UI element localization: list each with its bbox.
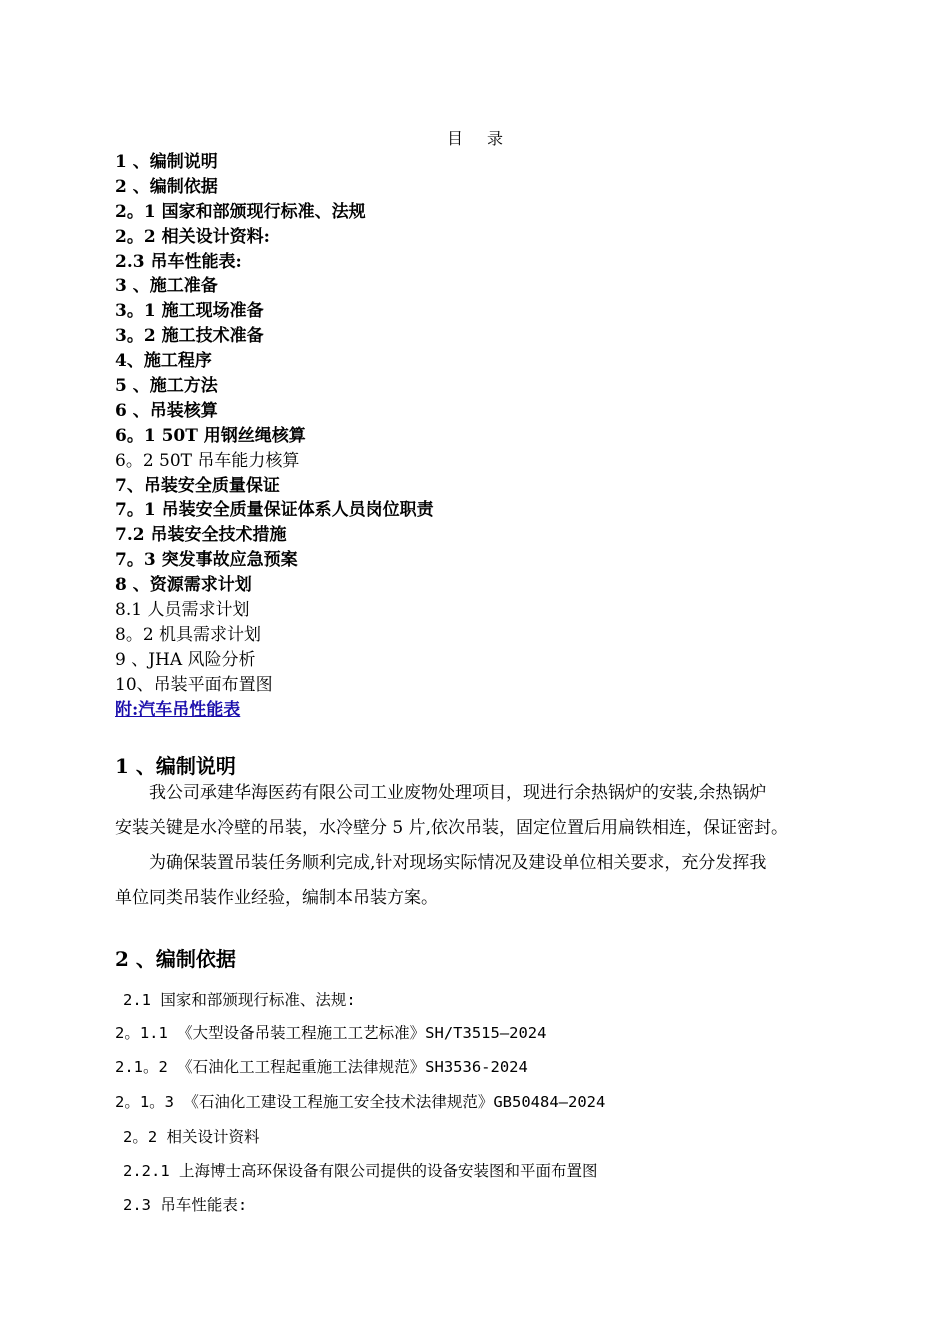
reference-line: 2.2.1 上海博士高环保设备有限公司提供的设备安装图和平面布置图 xyxy=(123,1162,598,1180)
toc-item: 8.1 人员需求计划 xyxy=(115,600,250,621)
reference-line: 2.1 国家和部颁现行标准、法规: xyxy=(123,991,356,1009)
table-of-contents xyxy=(115,150,434,722)
toc-title: 目 录 xyxy=(446,129,504,148)
toc-item: 1 、编制说明 xyxy=(115,152,218,172)
toc-item: 7、吊装安全质量保证 xyxy=(115,475,280,496)
reference-line: 2。1.1 《大型设备吊装工程施工工艺标准》SH/T3515—2024 xyxy=(115,1024,547,1042)
paragraph-line: 为确保装置吊装任务顺利完成,针对现场实际情况及建设单位相关要求，充分发挥我 xyxy=(149,853,767,873)
paragraph-line: 单位同类吊装作业经验，编制本吊装方案。 xyxy=(115,888,438,908)
toc-item: 7。1 吊装安全质量保证体系人员岗位职责 xyxy=(115,500,434,521)
section-1-body xyxy=(115,776,850,916)
toc-item: 6 、吊装核算 xyxy=(115,400,218,421)
toc-item: 7.2 吊装安全技术措施 xyxy=(115,525,287,546)
toc-item: 2 、编制依据 xyxy=(115,176,218,197)
toc-item: 6。1 50T 用钢丝绳核算 xyxy=(115,425,306,446)
reference-line: 2。1。3 《石油化工建设工程施工安全技术法律规范》GB50484—2024 xyxy=(115,1093,606,1111)
toc-item: 6。2 50T 吊车能力核算 xyxy=(115,450,300,471)
paragraph-line: 安装关键是水冷壁的吊装，水冷壁分 5 片,依次吊装，固定位置后用扁铁相连，保证密封。 xyxy=(115,818,789,838)
toc-item: 3。2 施工技术准备 xyxy=(115,326,264,347)
toc-item: 10、吊装平面布置图 xyxy=(115,674,273,695)
toc-item: 2。2 相关设计资料: xyxy=(115,226,270,247)
reference-line: 2.3 吊车性能表: xyxy=(123,1196,248,1214)
toc-item: 7。3 突发事故应急预案 xyxy=(115,550,298,571)
toc-item: 2.3 吊车性能表: xyxy=(115,251,242,272)
toc-item: 3 、施工准备 xyxy=(115,276,218,297)
toc-item: 8 、资源需求计划 xyxy=(115,575,252,596)
reference-line: 2。2 相关设计资料 xyxy=(123,1128,260,1146)
toc-item: 5 、施工方法 xyxy=(115,376,218,397)
toc-item: 8。2 机具需求计划 xyxy=(115,624,262,645)
toc-item: 3。1 施工现场准备 xyxy=(115,301,264,322)
toc-item: 2。1 国家和部颁现行标准、法规 xyxy=(115,201,366,222)
paragraph-line: 我公司承建华海医药有限公司工业废物处理项目，现进行余热锅炉的安装,余热锅炉 xyxy=(149,783,767,803)
section-1-heading: 1 、编制说明 xyxy=(115,754,236,778)
toc-item: 9 、JHA 风险分析 xyxy=(115,649,256,670)
toc-link-appendix[interactable]: 附:汽车吊性能表 xyxy=(115,699,241,720)
toc-item: 4、施工程序 xyxy=(115,351,212,372)
reference-line: 2.1。2 《石油化工工程起重施工法律规范》SH3536-2024 xyxy=(115,1058,528,1076)
section-2-heading: 2 、编制依据 xyxy=(115,947,236,971)
